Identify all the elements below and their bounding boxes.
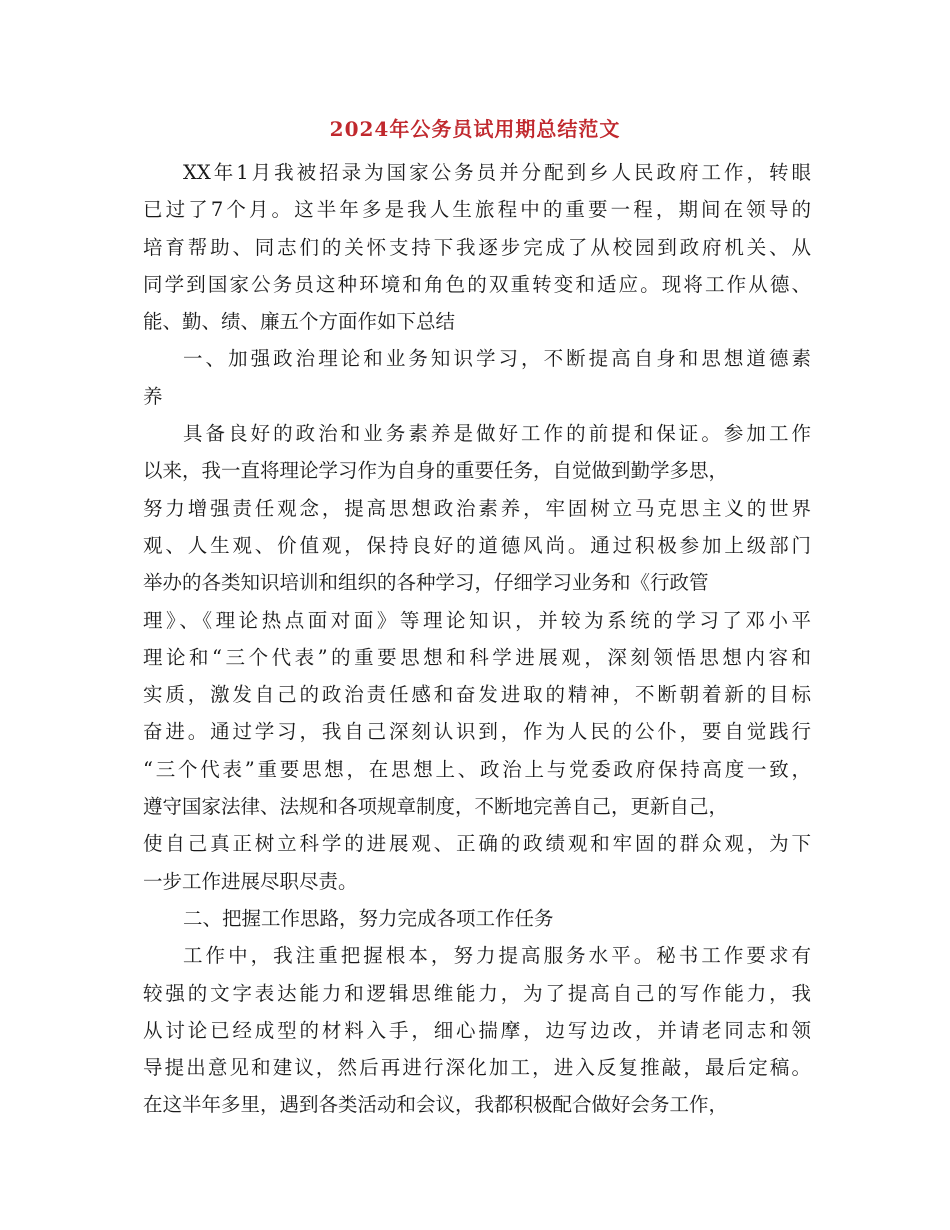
text-line: 遵守国家法律、法规和各项规章制度，不断地完善自己，更新自己， [143, 795, 729, 819]
text-line: 理论和“三个代表”的重要思想和科学进展观，深刻领悟思想内容和 [143, 645, 811, 669]
text-line: 工作中，我注重把握根本，努力提高服务水平。秘书工作要求有 [183, 944, 811, 968]
text-line: 从讨论已经成型的材料入手，细心揣摩，边写边改，并请老同志和领 [143, 1018, 811, 1042]
document-title: 2024年公务员试用期总结范文 [329, 117, 621, 141]
text-line: 在这半年多里，遇到各类活动和会议，我都积极配合做好会务工作， [143, 1093, 729, 1117]
text-line: XX年1月我被招录为国家公务员并分配到乡人民政府工作，转眼 [183, 161, 811, 184]
text-line: 以来，我一直将理论学习作为自身的重要任务，自觉做到勤学多思， [143, 459, 729, 483]
text-line: 能、勤、绩、廉五个方面作如下总结 [143, 310, 456, 334]
section-heading-line: 二、把握工作思路，努力完成各项工作任务 [183, 906, 554, 930]
text-line: 努力增强责任观念，提高思想政治素养，牢固树立马克思主义的世界 [143, 496, 811, 520]
document-body [143, 154, 811, 1124]
text-line: 已过了7个月。这半年多是我人生旅程中的重要一程，期间在领导的 [143, 198, 811, 222]
text-line: 导提出意见和建议，然后再进行深化加工，进入反复推敲，最后定稿。 [143, 1056, 811, 1080]
text-line: 观、人生观、价值观，保持良好的道德风尚。通过积极参加上级部门 [143, 533, 811, 557]
section-heading-line: 一、加强政治理论和业务知识学习，不断提高自身和思想道德素 [183, 347, 811, 371]
text-line: 使自己真正树立科学的进展观、正确的政绩观和牢固的群众观，为下 [143, 832, 811, 856]
text-line: 同学到国家公务员这种环境和角色的双重转变和适应。现将工作从德、 [143, 272, 811, 296]
text-line: 较强的文字表达能力和逻辑思维能力，为了提高自己的写作能力，我 [143, 981, 811, 1005]
text-line: “三个代表”重要思想，在思想上、政治上与党委政府保持高度一致， [143, 757, 811, 781]
text-line: 奋进。通过学习，我自己深刻认识到，作为人民的公仆，要自觉践行 [143, 720, 811, 744]
text-line: 理》、《理论热点面对面》等理论知识，并较为系统的学习了邓小平 [143, 608, 811, 632]
text-line: 培育帮助、同志们的关怀支持下我逐步完成了从校园到政府机关、从 [143, 235, 811, 259]
text-line: 实质，激发自己的政治责任感和奋发进取的精神，不断朝着新的目标 [143, 683, 811, 707]
text-line: 一步工作进展尽职尽责。 [143, 869, 358, 893]
section-heading-line: 养 [143, 384, 163, 408]
text-line: 举办的各类知识培训和组织的各种学习，仔细学习业务和《行政管 [143, 571, 709, 595]
text-line: 具备良好的政治和业务素养是做好工作的前提和保证。参加工作 [183, 422, 811, 446]
